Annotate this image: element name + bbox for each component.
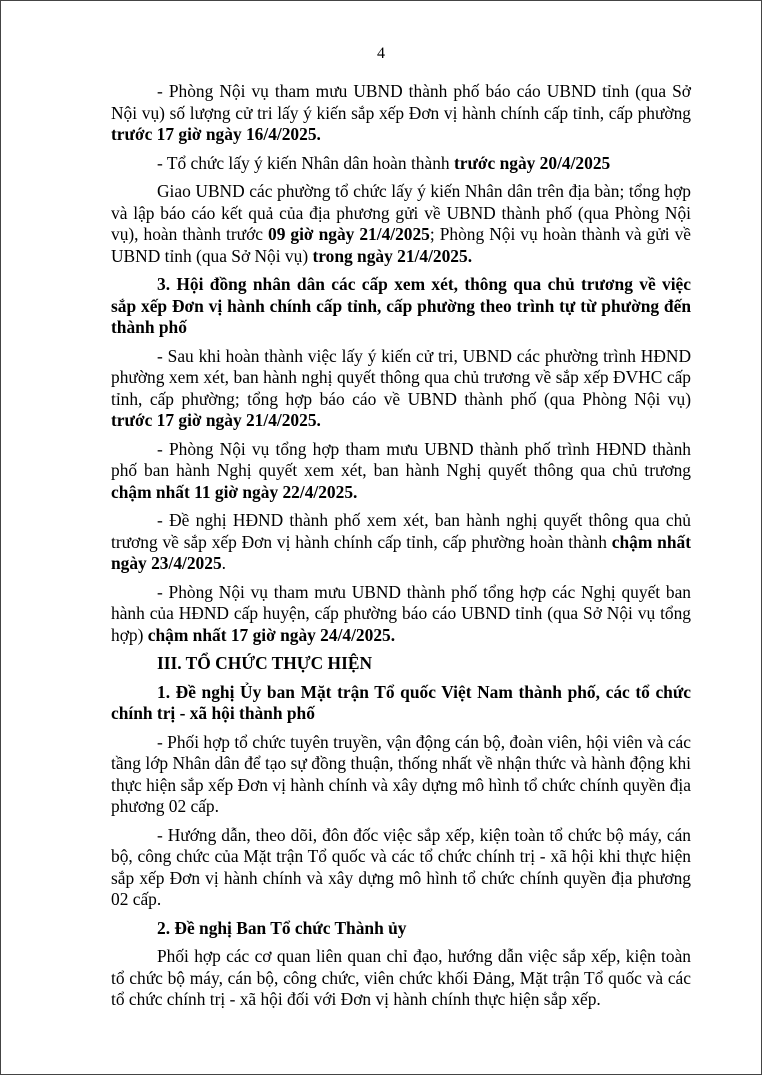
- text-segment: - Sau khi hoàn thành việc lấy ý kiến cử tri, UBND các phường trình HĐND phường xem xét, ban hành nghị quyết thông qua chủ trương về sắp xếp ĐVHC cấp tỉnh, cấp phường; tổng hợp báo cáo về UBND thành phố (qua Phòng Nội vụ): [111, 345, 691, 409]
- bold-text: trước 17 giờ ngày 16/4/2025.: [111, 124, 321, 144]
- paragraph: [111, 346, 691, 432]
- text-segment: - Đề nghị HĐND thành phố xem xét, ban hành nghị quyết thông qua chủ trương về sắp xếp Đơn vị hành chính cấp tỉnh, cấp phường hoàn thành: [111, 510, 691, 552]
- text-segment: 3. Hội đồng nhân dân các cấp xem xét, thông qua chủ trương về việc sắp xếp Đơn vị hành chính cấp tỉnh, cấp phường theo trình tự từ phường đến thành phố: [111, 274, 691, 337]
- text-segment: ; Phòng Nội vụ hoàn thành và gửi về UBND tỉnh (qua Sở Nội vụ): [111, 224, 691, 266]
- paragraph: [111, 732, 691, 818]
- section-heading: [111, 682, 691, 725]
- text-segment: III. TỔ CHỨC THỰC HIỆN: [157, 653, 373, 673]
- section-heading: [111, 918, 691, 940]
- paragraph: [111, 825, 691, 911]
- page-number: 4: [377, 45, 385, 62]
- text-segment: - Tổ chức lấy ý kiến Nhân dân hoàn thành: [157, 152, 454, 173]
- bold-text: trước ngày 20/4/2025: [453, 152, 611, 173]
- bold-text: chậm nhất ngày 23/4/2025: [111, 531, 691, 573]
- paragraph: [111, 181, 691, 267]
- text-segment: - Hướng dẫn, theo dõi, đôn đốc việc sắp xếp, kiện toàn tổ chức bộ máy, cán bộ, công chức của Mặt trận Tổ quốc và các tổ chức chính trị - xã hội khi thực hiện sắp xếp Đơn vị hành chính và xây dựng mô hình tổ chức chính quyền địa phương 02 cấp.: [111, 824, 691, 909]
- text-segment: 1. Đề nghị Ủy ban Mặt trận Tổ quốc Việt Nam thành phố, các tổ chức chính trị - xã hội thành phố: [111, 681, 691, 723]
- text-segment: - Phòng Nội vụ tham mưu UBND thành phố báo cáo UBND tỉnh (qua Sở Nội vụ) số lượng cử tri lấy ý kiến sắp xếp Đơn vị hành chính cấp tỉnh, cấp phường: [111, 81, 691, 123]
- text-segment: Giao UBND các phường tổ chức lấy ý kiến Nhân dân trên địa bàn; tổng hợp và lập báo cáo kết quả của địa phương gửi về UBND thành phố (qua Phòng Nội vụ), hoàn thành trước: [111, 181, 691, 244]
- text-segment: .: [221, 553, 226, 573]
- text-segment: - Phối hợp tổ chức tuyên truyền, vận động cán bộ, đoàn viên, hội viên và các tầng lớp Nhân dân để tạo sự đồng thuận, thống nhất về nhận thức và hành động khi thực hiện sắp xếp Đơn vị hành chính và xây dựng mô hình tổ chức chính quyền địa phương 02 cấp.: [111, 731, 691, 816]
- paragraph: [111, 153, 691, 175]
- paragraph: [111, 81, 691, 146]
- bold-text: chậm nhất 17 giờ ngày 24/4/2025.: [147, 624, 396, 645]
- section-heading: [111, 653, 691, 675]
- text-segment: 2. Đề nghị Ban Tổ chức Thành ủy: [157, 917, 407, 938]
- paragraph: [111, 946, 691, 1011]
- document-body: [111, 81, 691, 1018]
- bold-text: 09 giờ ngày 21/4/2025: [268, 224, 430, 244]
- bold-text: trong ngày 21/4/2025.: [312, 245, 473, 266]
- paragraph: [111, 510, 691, 575]
- text-segment: - Phòng Nội vụ tổng hợp tham mưu UBND thành phố trình HĐND thành phố ban hành Nghị quyết xem xét, ban hành Nghị quyết thông qua chủ trương: [111, 438, 691, 480]
- text-segment: - Phòng Nội vụ tham mưu UBND thành phố tổng hợp các Nghị quyết ban hành của HĐND cấp huyện, cấp phường báo cáo UBND tỉnh (qua Sở Nội vụ tổng hợp): [111, 581, 691, 645]
- paragraph: [111, 582, 691, 647]
- section-heading: [111, 274, 691, 339]
- bold-text: trước 17 giờ ngày 21/4/2025.: [111, 410, 321, 430]
- text-segment: Phối hợp các cơ quan liên quan chỉ đạo, hướng dẫn việc sắp xếp, kiện toàn tổ chức bộ máy, cán bộ, công chức, viên chức khối Đảng, Mặt trận Tổ quốc và các tổ chức chính trị - xã hội đối với Đơn vị hành chính thực hiện sắp xếp.: [111, 946, 691, 1009]
- bold-text: chậm nhất 11 giờ ngày 22/4/2025.: [111, 481, 358, 502]
- paragraph: [111, 439, 691, 504]
